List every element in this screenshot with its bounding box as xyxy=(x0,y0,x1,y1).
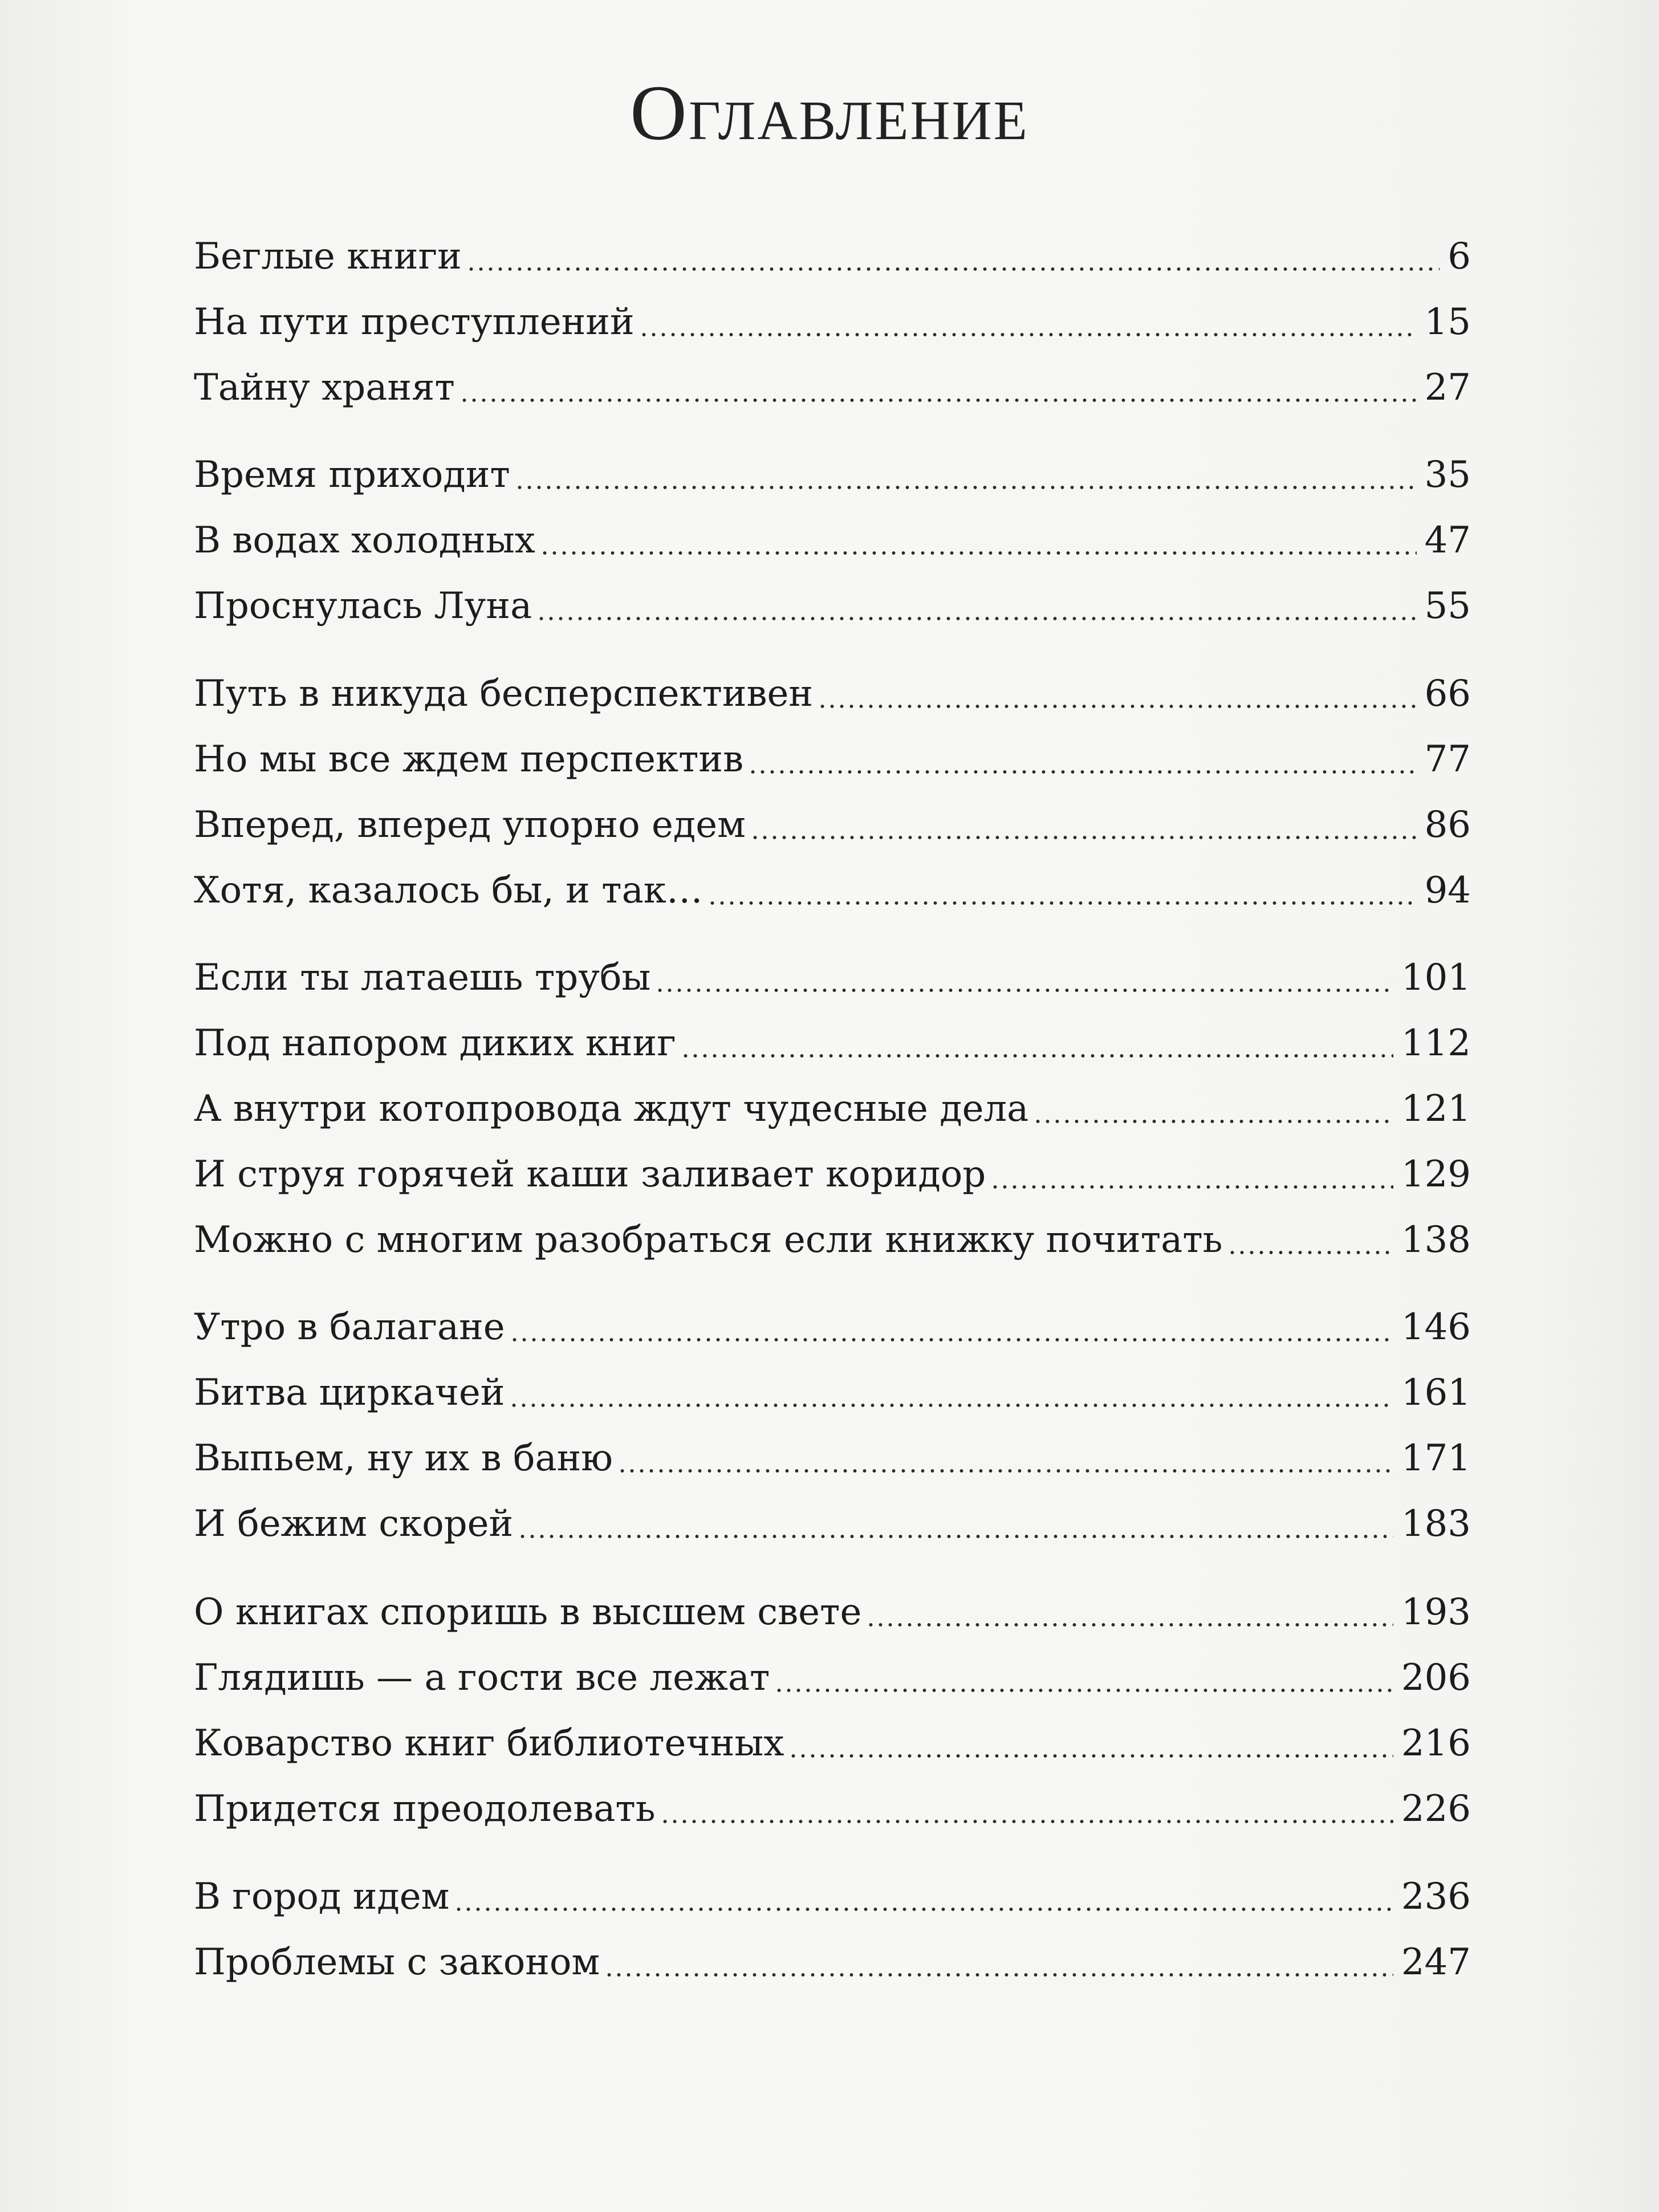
toc-entry xyxy=(194,1871,1471,1922)
page-title: Оглавление xyxy=(630,69,1029,156)
toc-entry-page: 236 xyxy=(1401,1876,1471,1918)
dot-leader xyxy=(660,1819,1393,1824)
toc-entry xyxy=(194,1652,1471,1703)
toc-entry xyxy=(194,362,1471,413)
toc-entry-page: 27 xyxy=(1424,367,1471,409)
dot-leader xyxy=(515,485,1417,490)
toc-entry-label: Коварство книг библиотечных xyxy=(194,1722,784,1764)
toc-entry xyxy=(194,952,1471,1003)
dot-leader xyxy=(639,332,1417,337)
toc-entry-label: В город идем xyxy=(194,1876,450,1918)
toc-entry-page: 77 xyxy=(1424,738,1471,780)
toc-entry-page: 226 xyxy=(1401,1788,1471,1830)
toc-entry-label: Битва циркачей xyxy=(194,1372,505,1414)
toc-entry-page: 129 xyxy=(1401,1153,1471,1196)
toc-entry-label: Под напором диких книг xyxy=(194,1022,676,1064)
dot-leader xyxy=(509,1403,1393,1408)
dot-leader xyxy=(866,1623,1393,1627)
toc-entry xyxy=(194,1018,1471,1069)
toc-entry-label: Придется преодолевать xyxy=(194,1788,656,1830)
toc-entry-page: 6 xyxy=(1447,235,1471,278)
toc-entry-label: А внутри котопровода ждут чудесные дела xyxy=(194,1088,1029,1130)
toc-entry xyxy=(194,668,1471,719)
toc-entry-label: Глядишь — а гости все лежат xyxy=(194,1657,770,1699)
dot-leader xyxy=(518,1534,1393,1539)
toc-entry-page: 247 xyxy=(1401,1941,1471,1983)
toc-entry-label: Проблемы с законом xyxy=(194,1941,600,1983)
toc-entry-page: 193 xyxy=(1401,1591,1471,1633)
dot-leader xyxy=(536,616,1416,621)
toc-entry-page: 206 xyxy=(1401,1657,1471,1699)
toc-entry-page: 15 xyxy=(1424,301,1471,343)
toc-entry-label: Выпьем, ну их в баню xyxy=(194,1437,613,1479)
toc-entry-page: 161 xyxy=(1401,1372,1471,1414)
toc-entry xyxy=(194,1498,1471,1550)
toc-entry-page: 47 xyxy=(1424,519,1471,562)
dot-leader xyxy=(748,770,1416,774)
toc-entry xyxy=(194,865,1471,916)
toc-entry-page: 101 xyxy=(1401,957,1471,999)
dot-leader xyxy=(681,1054,1393,1058)
dot-leader xyxy=(655,988,1393,993)
dot-leader xyxy=(750,835,1417,840)
toc-entry-label: Если ты латаешь трубы xyxy=(194,957,651,999)
toc-entry-page: 112 xyxy=(1401,1022,1471,1064)
toc-entry xyxy=(194,1783,1471,1835)
toc-entry-page: 146 xyxy=(1401,1306,1471,1348)
toc-entry-label: Можно с многим разобраться если книжку почитать xyxy=(194,1219,1223,1261)
dot-leader xyxy=(818,704,1417,709)
toc-entry xyxy=(194,1214,1471,1266)
toc-entry-label: Время приходит xyxy=(194,454,510,496)
toc-entry xyxy=(194,1433,1471,1484)
dot-leader xyxy=(617,1469,1393,1473)
toc-entry-label: О книгах споришь в высшем свете xyxy=(194,1591,862,1633)
toc-entry-page: 183 xyxy=(1401,1503,1471,1545)
toc-entry xyxy=(194,515,1471,566)
toc-entry xyxy=(194,1083,1471,1135)
toc-entry-page: 121 xyxy=(1401,1088,1471,1130)
toc-entry-label: Проснулась Луна xyxy=(194,585,532,627)
dot-leader xyxy=(510,1337,1393,1342)
dot-leader xyxy=(707,901,1417,905)
toc-entry-label: Тайну хранят xyxy=(194,367,455,409)
toc-entry-label: Утро в балагане xyxy=(194,1306,505,1348)
dot-leader xyxy=(604,1973,1393,1977)
toc-entry xyxy=(194,1587,1471,1638)
toc-entry-page: 55 xyxy=(1424,585,1471,627)
table-of-contents xyxy=(194,0,1471,2212)
toc-entry xyxy=(194,1302,1471,1353)
dot-leader xyxy=(1227,1250,1393,1255)
toc-entry-label: И струя горячей каши заливает коридор xyxy=(194,1153,986,1196)
toc-entry-label: Но мы все ждем перспектив xyxy=(194,738,744,780)
toc-entry xyxy=(194,449,1471,501)
toc-entry xyxy=(194,1367,1471,1418)
dot-leader xyxy=(454,1907,1393,1912)
toc-entry-page: 66 xyxy=(1424,673,1471,715)
dot-leader xyxy=(990,1185,1393,1189)
toc-entry-page: 35 xyxy=(1424,454,1471,496)
dot-leader xyxy=(540,551,1417,555)
toc-entry xyxy=(194,580,1471,632)
dot-leader xyxy=(1033,1119,1393,1124)
toc-entry-label: В водах холодных xyxy=(194,519,535,562)
dot-leader xyxy=(788,1754,1393,1758)
toc-entry xyxy=(194,231,1471,282)
toc-entry-label: Путь в никуда бесперспективен xyxy=(194,673,814,715)
toc-entry xyxy=(194,799,1471,851)
toc-entry-page: 171 xyxy=(1401,1437,1471,1479)
toc-entry-label: Хотя, казалось бы, и так… xyxy=(194,869,703,912)
toc-entry xyxy=(194,1937,1471,1988)
toc-entry-page: 86 xyxy=(1424,804,1471,846)
toc-entry xyxy=(194,734,1471,785)
toc-entry xyxy=(194,296,1471,348)
dot-leader xyxy=(774,1688,1393,1693)
dot-leader xyxy=(460,398,1417,402)
toc-entry xyxy=(194,1149,1471,1200)
toc-entry-page: 94 xyxy=(1424,869,1471,912)
toc-entry-label: Вперед, вперед упорно едем xyxy=(194,804,746,846)
toc-entry-page: 216 xyxy=(1401,1722,1471,1764)
toc-entry-label: И бежим скорей xyxy=(194,1503,514,1545)
toc-entry-label: На пути преступлений xyxy=(194,301,635,343)
dot-leader xyxy=(466,267,1440,271)
toc-entry-page: 138 xyxy=(1401,1219,1471,1261)
toc-entry xyxy=(194,1718,1471,1769)
toc-entry-label: Беглые книги xyxy=(194,235,462,278)
